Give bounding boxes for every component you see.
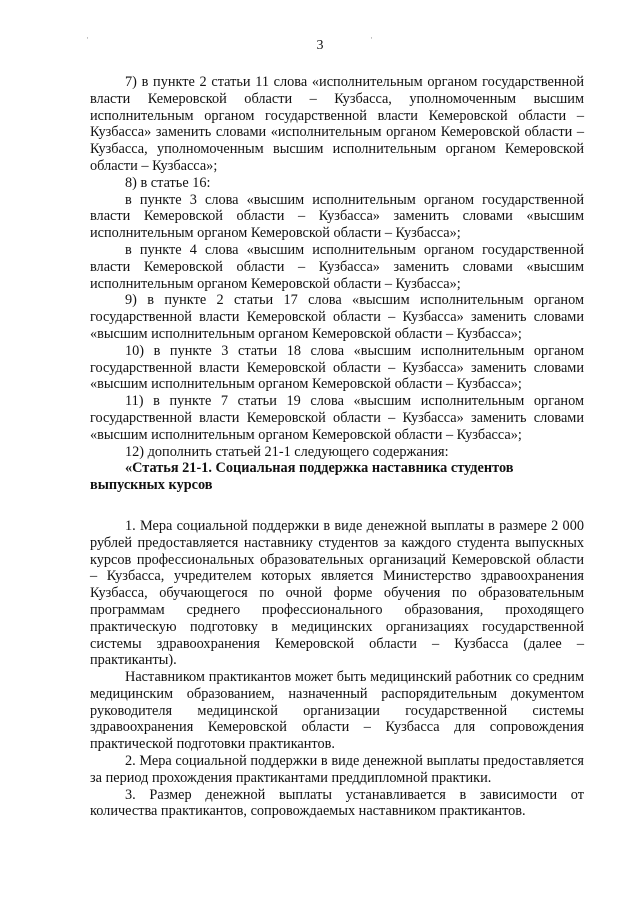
paragraph: 7) в пункте 2 статьи 11 слова «исполнительным органом государственной власти Кемеровской области – Кузбасса, уполномоченным высшим исполнительным органом государственной власти Кемеровской области – Кузбасса» заменить словами «исполнительным органом Кемеровской области – Кузбасса, уполномоченным высшим исполнительным органом Кемеровской области – Кузбасса»; bbox=[90, 74, 584, 174]
scan-mark: · bbox=[86, 33, 89, 43]
paragraph: 8) в статье 16: bbox=[125, 174, 211, 191]
paragraph: в пункте 4 слова «высшим исполнительным органом государственной власти Кемеровской области – Кузбасса» заменить словами «высшим исполнительным органом Кемеровской области – Кузбасса»; bbox=[90, 241, 584, 292]
paragraph: 2. Мера социальной поддержки в виде денежной выплаты предоставляется за период прохождения практикантами преддипломной практики. bbox=[90, 753, 584, 786]
paragraph: Наставником практикантов может быть медицинский работник со средним медицинским образованием, назначенный распорядительным документом руководителя медицинской организации государственной системы здравоохранения Кемеровской области – Кузбасса для сопровождения практической подготовки практикантов. bbox=[90, 669, 584, 753]
document-body bbox=[90, 74, 584, 820]
paragraph: 9) в пункте 2 статьи 17 слова «высшим исполнительным органом государственной власти Кемеровской области – Кузбасса» заменить словами «высшим исполнительным органом Кемеровской области – Кузбасса»; bbox=[90, 292, 584, 342]
paragraph: 10) в пункте 3 статьи 18 слова «высшим исполнительным органом государственной власти Кемеровской области – Кузбасса» заменить словами «высшим исполнительным органом Кемеровской области – Кузбасса»; bbox=[90, 342, 584, 393]
paragraph: 3. Размер денежной выплаты устанавливается в зависимости от количества практикантов, сопровождаемых наставником практикантов. bbox=[90, 786, 584, 820]
paragraph: 11) в пункте 7 статьи 19 слова «высшим исполнительным органом государственной власти Кемеровской области – Кузбасса» заменить словами «высшим исполнительным органом Кемеровской области – Кузбасса»; bbox=[90, 393, 584, 443]
scan-mark: · bbox=[370, 33, 373, 43]
paragraph: в пункте 3 слова «высшим исполнительным органом государственной власти Кемеровской области – Кузбасса» заменить словами «высшим исполнительным органом Кемеровской области – Кузбасса»; bbox=[90, 191, 584, 242]
paragraph: 1. Мера социальной поддержки в виде денежной выплаты в размере 2 000 рублей предоставляется наставнику студентов за каждого студента выпускных курсов профессиональных образовательных организаций Кемеровской области – Кузбасса, учредителем которых является Министерство здравоохранения Кузбасса, обучающегося по очной форме обучения по образовательным программам среднего профессионального образования, проходящего практическую подготовку в медицинских организациях государственной системы здравоохранения Кемеровской области – Кузбасса (далее – практиканты). bbox=[90, 517, 584, 669]
page-number: 3 bbox=[316, 38, 324, 53]
article-heading: «Статья 21-1. Социальная поддержка наставника студентов выпускных курсов bbox=[90, 460, 514, 494]
paragraph: 12) дополнить статьей 21-1 следующего содержания: bbox=[125, 443, 449, 460]
